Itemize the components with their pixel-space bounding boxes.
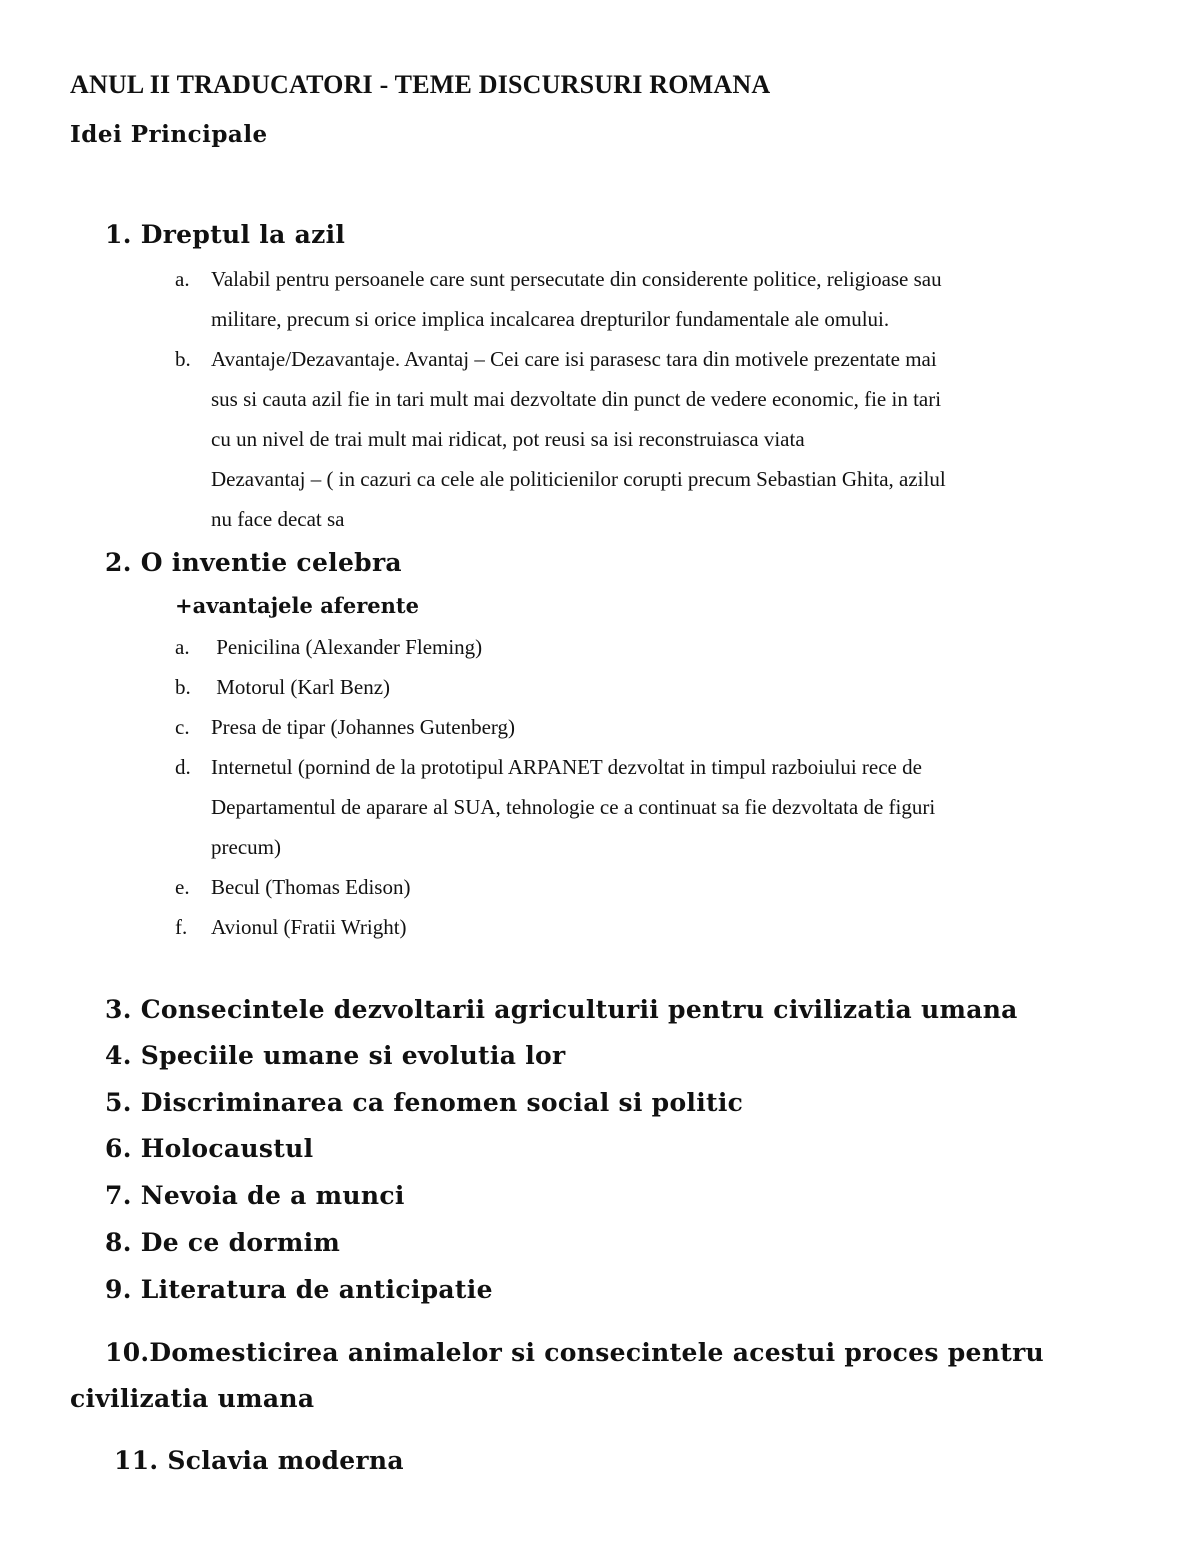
list-marker: f. [175, 915, 188, 939]
list-item-line: Presa de tipar (Johannes Gutenberg) [211, 715, 516, 739]
list-item-line: sus si cauta azil fie in tari mult mai dezvoltate din punct de vedere economic, fie in tari [211, 387, 942, 411]
topic-heading [105, 1088, 743, 1117]
list-marker: c. [175, 715, 190, 739]
list-item-line: precum) [211, 835, 281, 859]
topic-title: Sclavia moderna [167, 1446, 404, 1475]
topic-heading [105, 995, 1018, 1024]
topic-heading [105, 1228, 340, 1257]
topic-title: Speciile umane si evolutia lor [140, 1041, 566, 1070]
list-item-line: Penicilina (Alexander Fleming) [211, 635, 483, 659]
list-marker: d. [175, 755, 191, 779]
list-item-line: Avantaje/Dezavantaje. Avantaj – Cei care isi parasesc tara din motivele prezentate mai [211, 347, 937, 371]
topic-title: Dreptul la azil [140, 220, 346, 249]
topic-number: 2. [105, 548, 132, 577]
list-item-line: nu face decat sa [211, 507, 345, 531]
topic-title: Domesticirea animalelor si consecintele acestui proces pentru [149, 1338, 1045, 1367]
topic-heading [105, 548, 402, 577]
topic-title: Literatura de anticipatie [140, 1275, 493, 1304]
topic-number: 1. [105, 220, 132, 249]
topic-number: 7. [105, 1181, 132, 1210]
topic-number: 4. [105, 1041, 132, 1070]
list-marker: a. [175, 267, 190, 291]
list-marker: b. [175, 347, 191, 371]
topic-heading [105, 1338, 1044, 1367]
topic-heading [105, 220, 345, 249]
list-item-line: militare, precum si orice implica incalcarea drepturilor fundamentale ale omului. [211, 307, 890, 331]
list-marker: b. [175, 675, 191, 699]
topic-heading [114, 1446, 404, 1475]
document-subtitle: Idei Principale [70, 121, 268, 148]
topic-title: Nevoia de a munci [140, 1181, 405, 1210]
topic-title: Discriminarea ca fenomen social si politic [140, 1088, 744, 1117]
topic-heading [105, 1275, 493, 1304]
topic-heading [105, 1134, 313, 1163]
topic-title: Holocaustul [140, 1134, 314, 1163]
topic-number: 10. [105, 1338, 150, 1367]
list-item-line: Motorul (Karl Benz) [211, 675, 391, 699]
list-item-line: Avionul (Fratii Wright) [211, 915, 407, 939]
topic-title: O inventie celebra [140, 548, 402, 577]
list-item-line: cu un nivel de trai mult mai ridicat, pot reusi sa isi reconstruiasca viata [211, 427, 805, 451]
list-item-line: Internetul (pornind de la prototipul ARPANET dezvoltat in timpul razboiului rece de [211, 755, 922, 779]
list-item-line: Valabil pentru persoanele care sunt persecutate din considerente politice, religioase sau [211, 267, 942, 291]
topic-number: 6. [105, 1134, 132, 1163]
topic-number: 11. [114, 1446, 159, 1475]
list-marker: a. [175, 635, 190, 659]
list-item-line: Dezavantaj – ( in cazuri ca cele ale politicienilor corupti precum Sebastian Ghita, azilul [211, 467, 946, 491]
topic-number: 8. [105, 1228, 132, 1257]
topic-title: Consecintele dezvoltarii agriculturii pentru civilizatia umana [140, 995, 1018, 1024]
list-marker: e. [175, 875, 190, 899]
topic-heading [105, 1041, 565, 1070]
document-title: ANUL II TRADUCATORI - TEME DISCURSURI ROMANA [70, 70, 771, 99]
topic-number: 5. [105, 1088, 132, 1117]
topic-title-continued: civilizatia umana [70, 1384, 315, 1413]
topic-title: De ce dormim [140, 1228, 341, 1257]
topic-number: 9. [105, 1275, 132, 1304]
topic-note: +avantajele aferente [175, 593, 419, 618]
list-item-line: Becul (Thomas Edison) [211, 875, 411, 899]
topic-number: 3. [105, 995, 132, 1024]
list-item-line: Departamentul de aparare al SUA, tehnologie ce a continuat sa fie dezvoltata de figuri [211, 795, 936, 819]
topic-heading [105, 1181, 405, 1210]
